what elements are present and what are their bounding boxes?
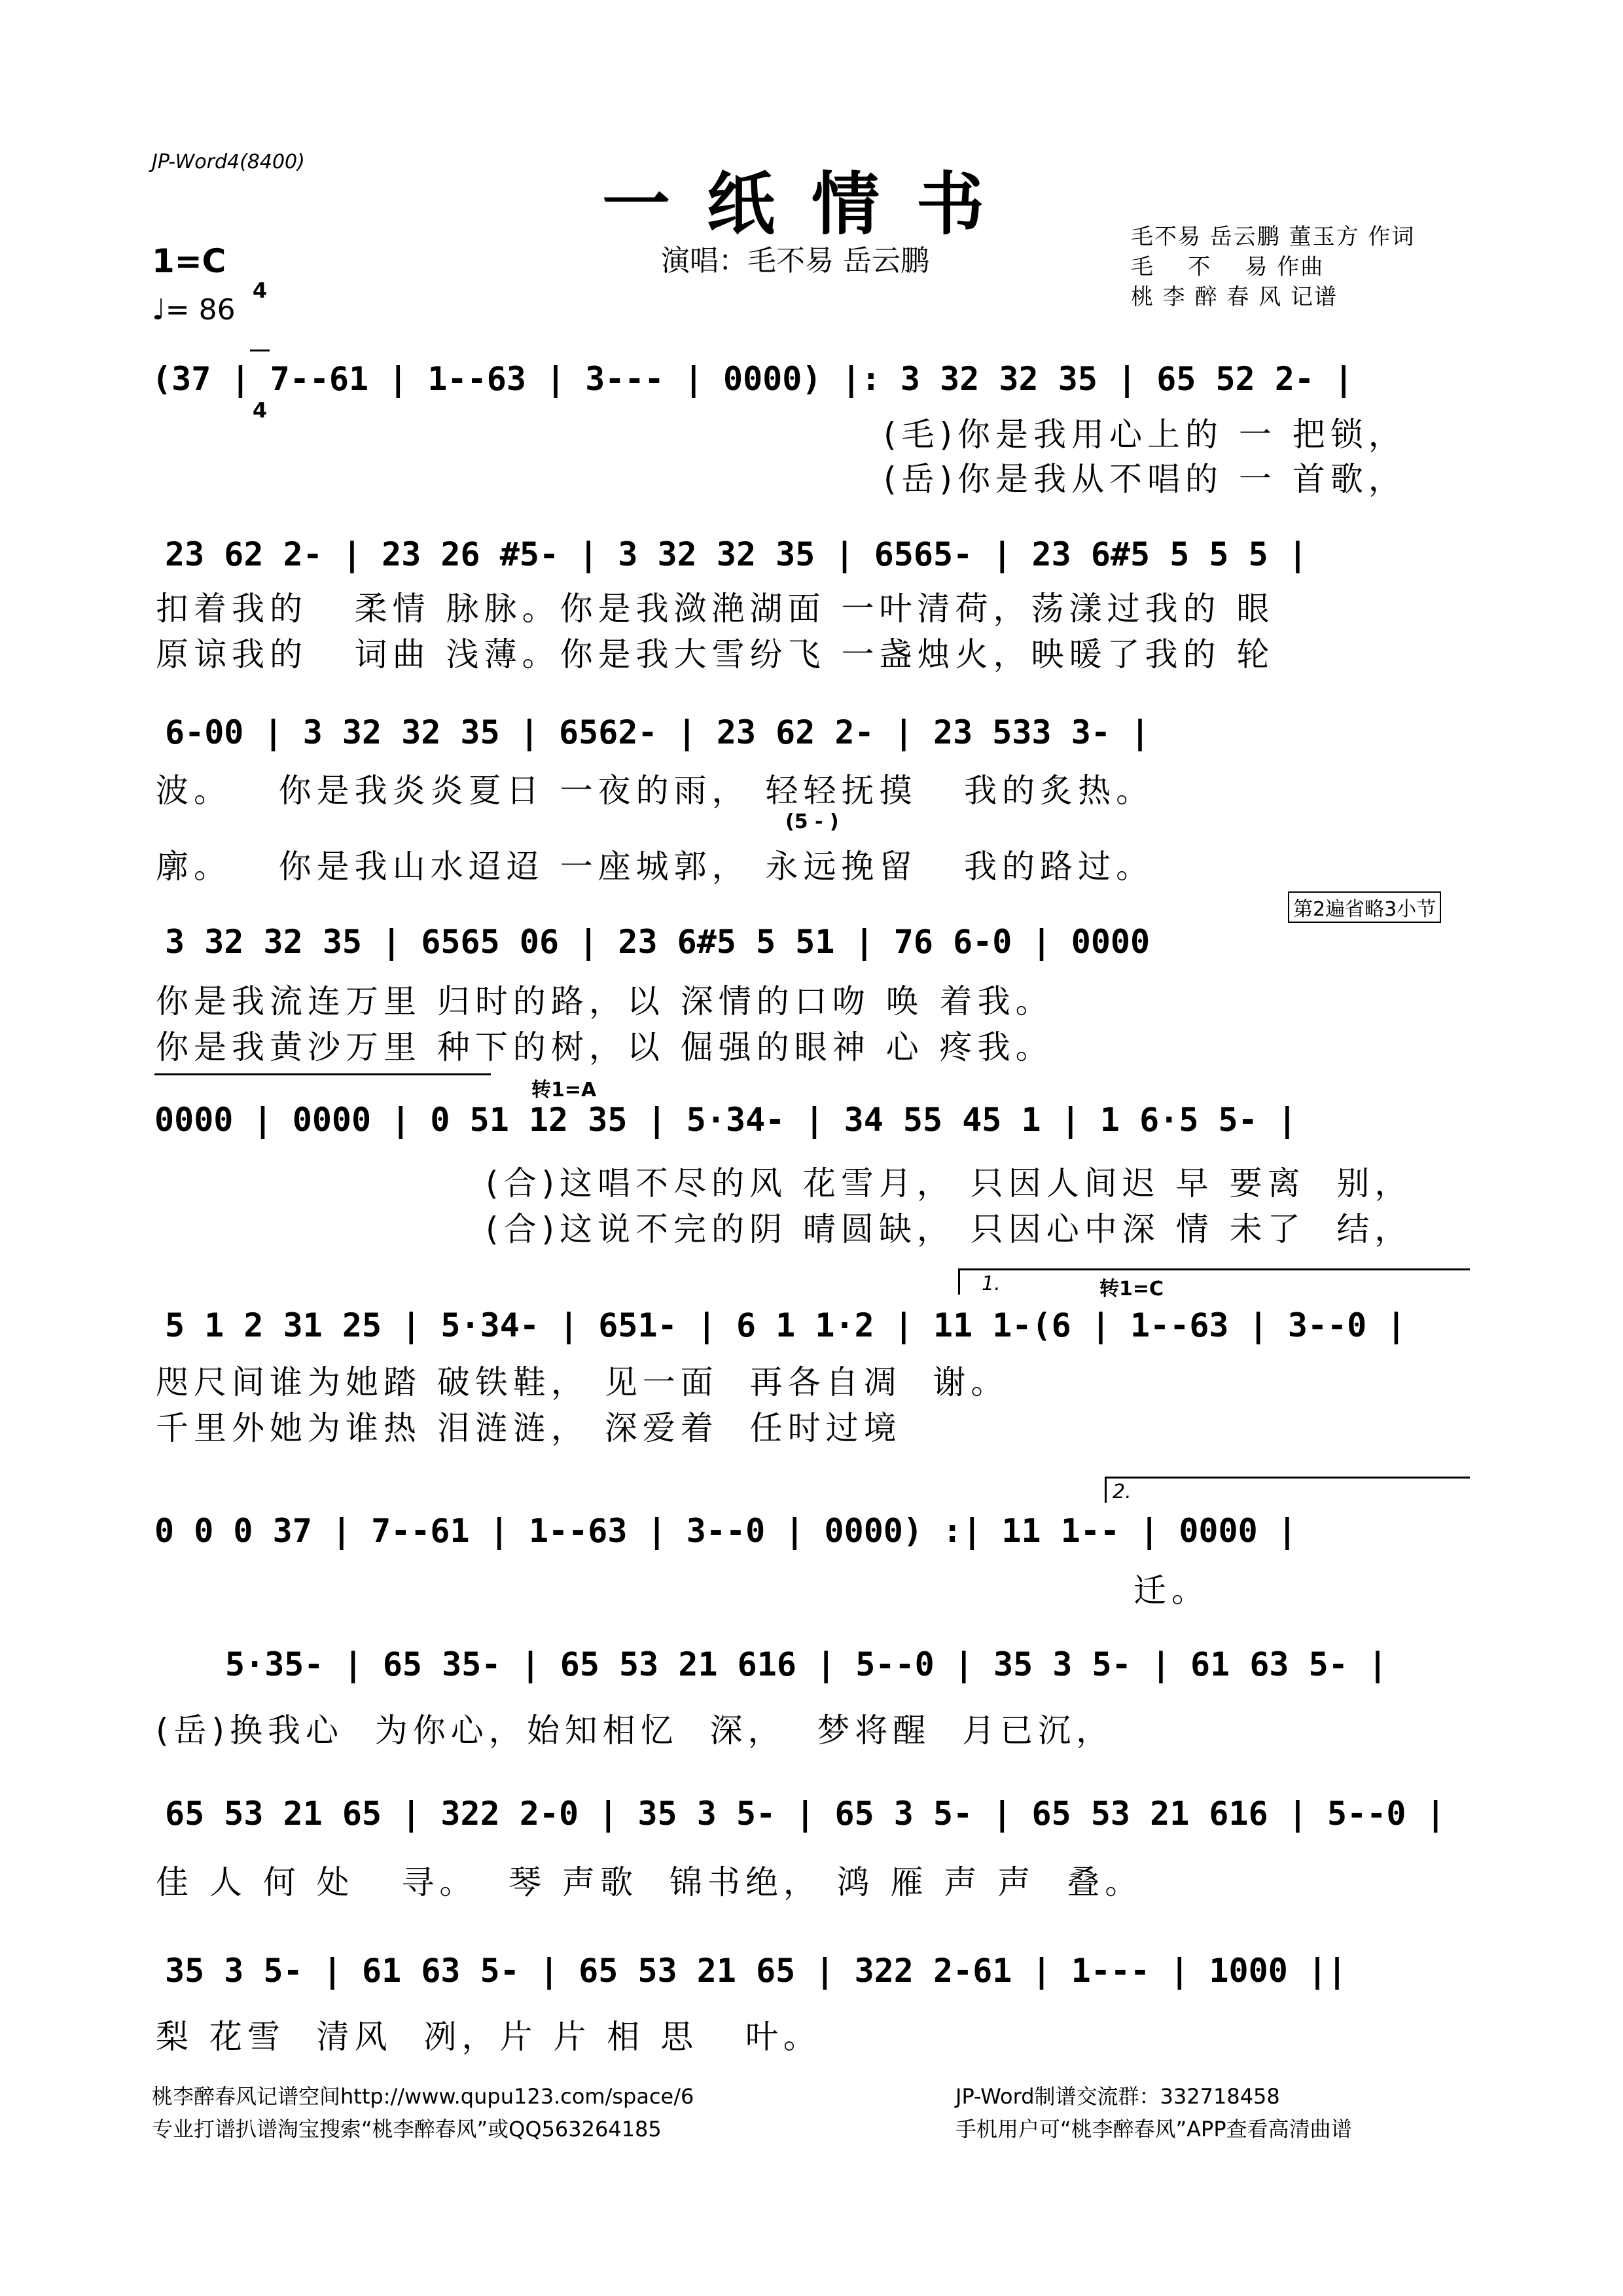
lyric-row-3-verse-1: 波。 你是我炎炎夏日 一夜的雨， 轻轻抚摸 我的炙热。 [156, 772, 1154, 810]
footer-left-line-1: 桃李醉春风记谱空间http://www.qupu123.com/space/6 [152, 2084, 694, 2109]
time-signature-bottom: 4 [252, 398, 268, 423]
volta-2-bracket-left [1105, 1477, 1107, 1503]
footer-left-line-2: 专业打谱扒谱淘宝搜索“桃李醉春风”或QQ563264185 [152, 2117, 662, 2142]
volta-2-label: 2. [1113, 1480, 1132, 1503]
tempo-marking: ♩= 86 [152, 293, 236, 327]
lyric-row-7: 迁。 [1133, 1571, 1209, 1609]
notation-row-8: 5·35- | 65 35- | 65 53 21 616 | 5--0 | 35 3 5- | 61 63 5- | [225, 1645, 1388, 1683]
key-signature: 1=C [152, 242, 226, 280]
lyric-row-2-verse-1: 扣着我的 柔情 脉脉。你是我潋滟湖面 一叶清荷，荡漾过我的 眼 [156, 590, 1275, 628]
volta-1-label: 1. [982, 1272, 1001, 1295]
skip-bracket-line [154, 1073, 491, 1075]
volta-1-bracket-left [958, 1268, 960, 1295]
song-title: 一纸情书 [601, 164, 1021, 244]
notation-row-9: 65 53 21 65 | 322 2-0 | 35 3 5- | 65 3 5- | 65 53 21 616 | 5--0 | [165, 1795, 1446, 1833]
singer-credit: 演唱：毛不易 岳云鹏 [661, 244, 929, 278]
lyric-row-4-verse-2: 你是我黄沙万里 种下的树，以 倔强的眼神 心 疼我。 [156, 1028, 1054, 1066]
lyric-row-8: (岳)换我心 为你心，始知相忆 深， 梦将醒 月已沉， [156, 1712, 1115, 1749]
notation-row-7: 0 0 0 37 | 7--61 | 1--63 | 3--0 | 0000) :| 11 1-- | 0000 | [154, 1512, 1297, 1550]
alternate-notes: (5 - ) [785, 810, 839, 833]
lyric-row-1-verse-2: (岳)你是我从不唱的 一 首歌， [883, 460, 1406, 498]
volta-1-bracket [958, 1268, 1470, 1270]
lyric-row-9: 佳 人 何 处 寻。 琴 声歌 锦书绝， 鸿 雁 声 声 叠。 [156, 1863, 1143, 1901]
lyricist-credit: 毛不易 岳云鹏 董玉方 作词 [1131, 224, 1416, 250]
lyric-row-2-verse-2: 原谅我的 词曲 浅薄。你是我大雪纷飞 一盏烛火，映暖了我的 轮 [156, 636, 1275, 673]
notation-row-2: 23 62 2- | 23 26 #5- | 3 32 32 35 | 6565- | 23 6#5 5 5 5 | [165, 535, 1308, 573]
repeat-note-box: 第2遍省略3小节 [1288, 891, 1441, 923]
lyric-row-1-verse-1: (毛)你是我用心上的 一 把锁， [883, 416, 1406, 454]
notation-row-1: (37 | 7--61 | 1--63 | 3--- | 0000) |: 3 32 32 35 | 65 52 2- | [152, 360, 1354, 398]
lyric-row-4-verse-1: 你是我流连万里 归时的路，以 深情的口吻 唤 着我。 [156, 982, 1054, 1020]
lyric-row-3-verse-2: 廓。 你是我山水迢迢 一座城郭， 永远挽留 我的路过。 [156, 848, 1154, 886]
volta-2-bracket [1105, 1477, 1470, 1479]
software-watermark: JP-Word4(8400) [152, 151, 305, 173]
modulation-marking-c: 转1=C [1099, 1278, 1164, 1300]
notation-row-5: 0000 | 0000 | 0 51 12 35 | 5·34- | 34 55 45 1 | 1 6·5 5- | [154, 1101, 1297, 1139]
lyric-row-5-verse-2: (合)这说不完的阴 晴圆缺， 只因心中深 情 未了 结， [486, 1210, 1413, 1248]
time-signature-top: 4 [252, 278, 268, 303]
notation-row-6: 5 1 2 31 25 | 5·34- | 651- | 6 1 1·2 | 11 1-(6 | 1--63 | 3--0 | [165, 1306, 1406, 1344]
time-signature [250, 232, 270, 446]
transcriber-credit: 桃 李 醉 春 风 记谱 [1131, 284, 1338, 310]
notation-row-4: 3 32 32 35 | 6565 06 | 23 6#5 5 51 | 76 6-0 | 0000 [165, 923, 1150, 961]
modulation-marking-a: 转1=A [531, 1079, 597, 1102]
notation-row-10: 35 3 5- | 61 63 5- | 65 53 21 65 | 322 2-61 | 1--- | 1000 || [165, 1952, 1347, 1990]
composer-credit: 毛 不 易 作曲 [1131, 254, 1325, 280]
time-signature-divider [250, 350, 270, 351]
lyric-row-10: 梨 花雪 清风 冽，片 片 相 思 叶。 [156, 2018, 821, 2056]
lyric-row-6-verse-2: 千里外她为谁热 泪涟涟， 深爱着 任时过境 [156, 1409, 902, 1447]
notation-row-3: 6-00 | 3 32 32 35 | 6562- | 23 62 2- | 23 533 3- | [165, 713, 1150, 751]
lyric-row-6-verse-1: 咫尺间谁为她踏 破铁鞋， 见一面 再各自凋 谢。 [156, 1363, 1009, 1401]
lyric-row-5-verse-1: (合)这唱不尽的风 花雪月， 只因人间迟 早 要离 别， [486, 1164, 1413, 1202]
footer-right-line-1: JP-Word制谱交流群：332718458 [955, 2084, 1280, 2109]
footer-right-line-2: 手机用户可“桃李醉春风”APP查看高清曲谱 [955, 2117, 1352, 2142]
